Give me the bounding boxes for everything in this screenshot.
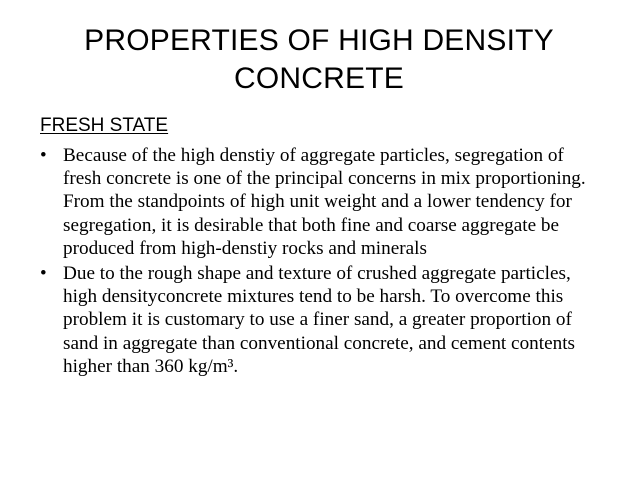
bullet-list [40, 144, 600, 380]
bullet-item [40, 144, 600, 260]
bullet-text: Due to the rough shape and texture of crushed aggregate particles, high densityconcrete mixtures tend to be harsh. To overcome this problem it is customary to use a finer sand, a greater proportion of sand in aggregate than conventional concrete, and cement contents higher than 360 kg/m³. [63, 263, 575, 377]
slide-title-line-2: CONCRETE [234, 62, 404, 95]
bullet-text: Because of the high denstiy of aggregate particles, segregation of fresh concrete is one of the principal concerns in mix proportioning. From the standpoints of high unit weight and a lower tendency for segregation, it is desirable that both fine and coarse aggregate be produced from high-denstiy rocks and minerals [63, 145, 586, 259]
bullet-icon: • [40, 145, 47, 166]
bullet-item [40, 262, 600, 378]
section-heading: FRESH STATE [40, 115, 169, 136]
slide-title [60, 22, 578, 98]
bullet-icon: • [40, 263, 47, 285]
slide-title-line-1: PROPERTIES OF HIGH DENSITY [84, 24, 554, 57]
